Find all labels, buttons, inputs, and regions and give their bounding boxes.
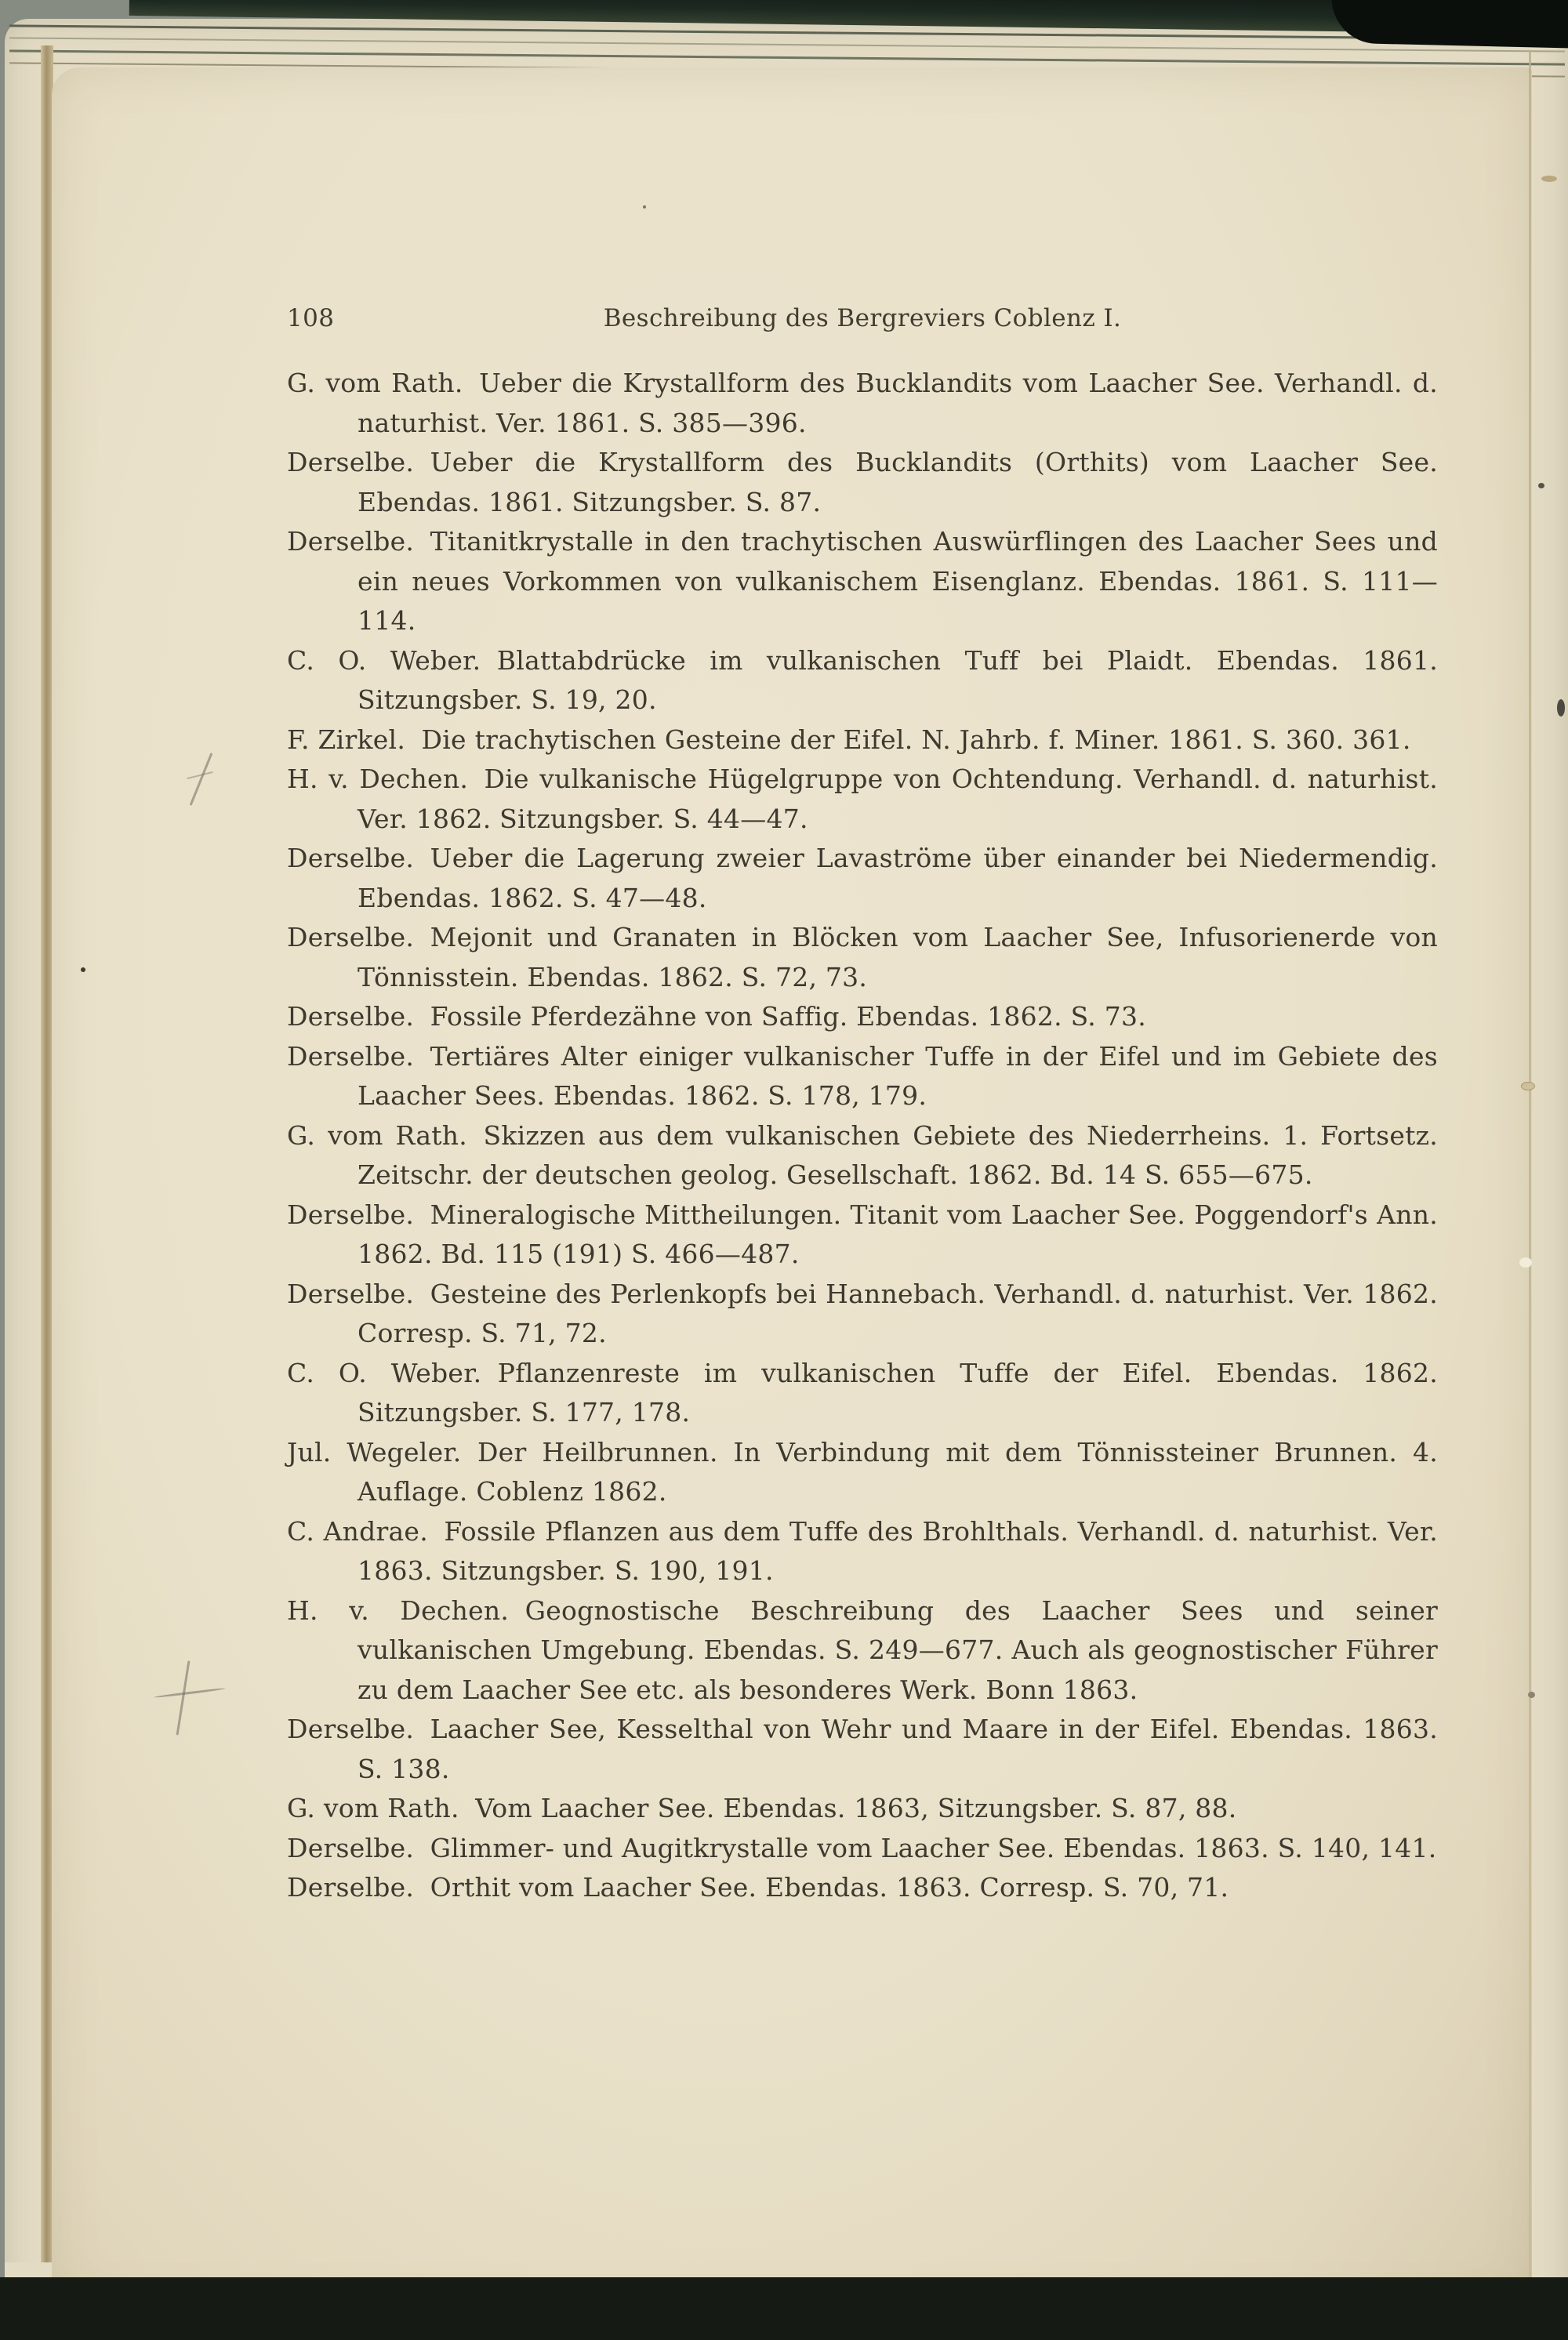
entry-text: Mineralogische Mittheilungen. Titanit vom Laacher See. Poggendorf's Ann. 1862. Bd. 115 (191) S. 466—487. xyxy=(358,1199,1438,1269)
entry-text: Titanitkrystalle in den trachytischen Auswürflingen des Laacher Sees und ein neues Vorkommen von vulkanischem Eisenglanz. Ebendas. 1861. S. 111—114. xyxy=(358,526,1438,636)
entry-text: Geognostische Beschreibung des Laacher Sees und seiner vulkanischen Umgebung. Ebendas. S. 249—677. Auch als geognostischer Führer zu dem Laacher See etc. als besonderes Werk. Bonn 1863. xyxy=(358,1594,1439,1705)
bibliography-entry xyxy=(287,1275,1438,1354)
bibliography-entry xyxy=(287,839,1438,918)
entry-text: Orthit vom Laacher See. Ebendas. 1863. Corresp. S. 70, 71. xyxy=(430,1872,1229,1903)
page-right-edge-line xyxy=(1529,50,1531,2297)
entry-text: Der Heilbrunnen. In Verbindung mit dem Tönnissteiner Brunnen. 4. Auflage. Coblenz 1862. xyxy=(358,1436,1438,1507)
entry-author: C. O. Weber. xyxy=(287,644,481,676)
entry-author: Derselbe. xyxy=(287,1199,415,1230)
bibliography-entry xyxy=(287,1433,1438,1512)
bibliography-entry xyxy=(287,720,1438,760)
entry-text: Ueber die Krystallform des Bucklandits vom Laacher See. Verhandl. d. naturhist. Ver. 1861. S. 385—396. xyxy=(358,368,1438,438)
entry-text: Fossile Pferdezähne von Saffig. Ebendas. 1862. S. 73. xyxy=(430,1001,1146,1032)
entry-author: C. Andrae. xyxy=(287,1515,428,1547)
entry-text: Glimmer- und Augitkrystalle vom Laacher See. Ebendas. 1863. S. 140, 141. xyxy=(430,1832,1437,1863)
bottom-gutter-band xyxy=(0,2277,1568,2340)
bibliography-entry xyxy=(287,918,1438,997)
entry-author: Derselbe. xyxy=(287,1040,415,1072)
entry-author: F. Zirkel. xyxy=(287,724,406,755)
entry-text: Ueber die Krystallform des Bucklandits (Orthits) vom Laacher See. Ebendas. 1861. Sitzungsber. S. 87. xyxy=(358,447,1438,517)
entry-text: Vom Laacher See. Ebendas. 1863, Sitzungsber. S. 87, 88. xyxy=(475,1793,1237,1823)
page-header xyxy=(287,304,1438,339)
entry-author: Derselbe. xyxy=(287,1832,415,1863)
entry-text: Tertiäres Alter einiger vulkanischer Tuffe in der Eifel und im Gebiete des Laacher Sees. Ebendas. 1862. S. 178, 179. xyxy=(358,1040,1438,1111)
entry-author: Derselbe. xyxy=(287,843,415,873)
entry-text: Mejonit und Granaten in Blöcken vom Laacher See, Infusorienerde von Tönnisstein. Ebendas. 1862. S. 72, 73. xyxy=(358,922,1438,992)
paper-speck xyxy=(1521,1082,1535,1090)
page-number: 108 xyxy=(287,304,335,332)
entry-author: Derselbe. xyxy=(287,1872,415,1903)
entry-author: C. O. Weber. xyxy=(287,1357,482,1388)
entry-author: G. vom Rath. xyxy=(287,368,463,398)
bibliography-entry xyxy=(287,443,1438,522)
entry-text: Fossile Pflanzen aus dem Tuffe des Brohlthals. Verhandl. d. naturhist. Ver. 1863. Sitzungsber. S. 190, 191. xyxy=(358,1515,1438,1586)
book-page xyxy=(52,67,1532,2308)
entry-text: Die vulkanische Hügelgruppe von Ochtendung. Verhandl. d. naturhist. Ver. 1862. Sitzungsber. S. 44—47. xyxy=(358,764,1438,834)
bibliography-list xyxy=(287,364,1438,1908)
entry-author: H. v. Dechen. xyxy=(287,1594,510,1626)
entry-author: G. vom Rath. xyxy=(287,1793,459,1823)
bibliography-entry xyxy=(287,1195,1438,1275)
entry-author: Derselbe. xyxy=(287,1714,415,1744)
bibliography-entry xyxy=(287,1710,1438,1789)
paper-speck xyxy=(643,205,646,209)
bibliography-entry xyxy=(287,1512,1438,1591)
entry-text: Blattabdrücke im vulkanischen Tuff bei Plaidt. Ebendas. 1861. Sitzungsber. S. 19, 20. xyxy=(358,644,1439,715)
entry-author: Derselbe. xyxy=(287,526,415,557)
bibliography-entry xyxy=(287,997,1438,1037)
entry-text: Gesteine des Perlenkopfs bei Hannebach. Verhandl. d. naturhist. Ver. 1862. Corresp. S. 71, 72. xyxy=(358,1278,1438,1348)
bibliography-entry xyxy=(287,364,1438,443)
entry-text: Laacher See, Kesselthal von Wehr und Maare in der Eifel. Ebendas. 1863. S. 138. xyxy=(358,1714,1438,1784)
bibliography-entry xyxy=(287,1591,1438,1711)
entry-text: Skizzen aus dem vulkanischen Gebiete des Niederrheins. 1. Fortsetz. Zeitschr. der deutschen geolog. Gesellschaft. 1862. Bd. 14 S. 655—675. xyxy=(358,1119,1438,1190)
bibliography-entry xyxy=(287,641,1438,720)
entry-author: Derselbe. xyxy=(287,922,415,952)
entry-text: Ueber die Lagerung zweier Lavaströme über einander bei Niedermendig. Ebendas. 1862. S. 47—48. xyxy=(358,843,1438,913)
entry-author: Jul. Wegeler. xyxy=(287,1436,462,1467)
entry-author: H. v. Dechen. xyxy=(287,764,469,794)
entry-author: Derselbe. xyxy=(287,1001,415,1032)
entry-text: Die trachytischen Gesteine der Eifel. N. Jahrb. f. Miner. 1861. S. 360. 361. xyxy=(421,724,1411,755)
paper-speck xyxy=(1541,176,1557,182)
bibliography-entry xyxy=(287,522,1438,641)
bibliography-entry xyxy=(287,1037,1438,1116)
paper-speck xyxy=(1538,483,1544,488)
bibliography-entry xyxy=(287,760,1438,839)
bibliography-entry xyxy=(287,1829,1438,1869)
bibliography-entry xyxy=(287,1116,1438,1195)
bibliography-entry xyxy=(287,1789,1438,1829)
top-right-shadow-corner xyxy=(1330,0,1568,49)
entry-author: Derselbe. xyxy=(287,1278,415,1309)
paper-speck xyxy=(81,967,85,972)
bibliography-entry xyxy=(287,1354,1438,1433)
bibliography-entry xyxy=(287,1868,1438,1908)
entry-text: Pflanzenreste im vulkanischen Tuffe der Eifel. Ebendas. 1862. Sitzungsber. S. 177, 178. xyxy=(358,1357,1438,1428)
running-title: Beschreibung des Bergreviers Coblenz I. xyxy=(603,304,1122,332)
paper-speck xyxy=(1528,1692,1535,1698)
entry-author: G. vom Rath. xyxy=(287,1119,468,1151)
paper-speck xyxy=(1557,699,1565,717)
entry-author: Derselbe. xyxy=(287,447,415,477)
paper-speck xyxy=(1519,1257,1532,1268)
